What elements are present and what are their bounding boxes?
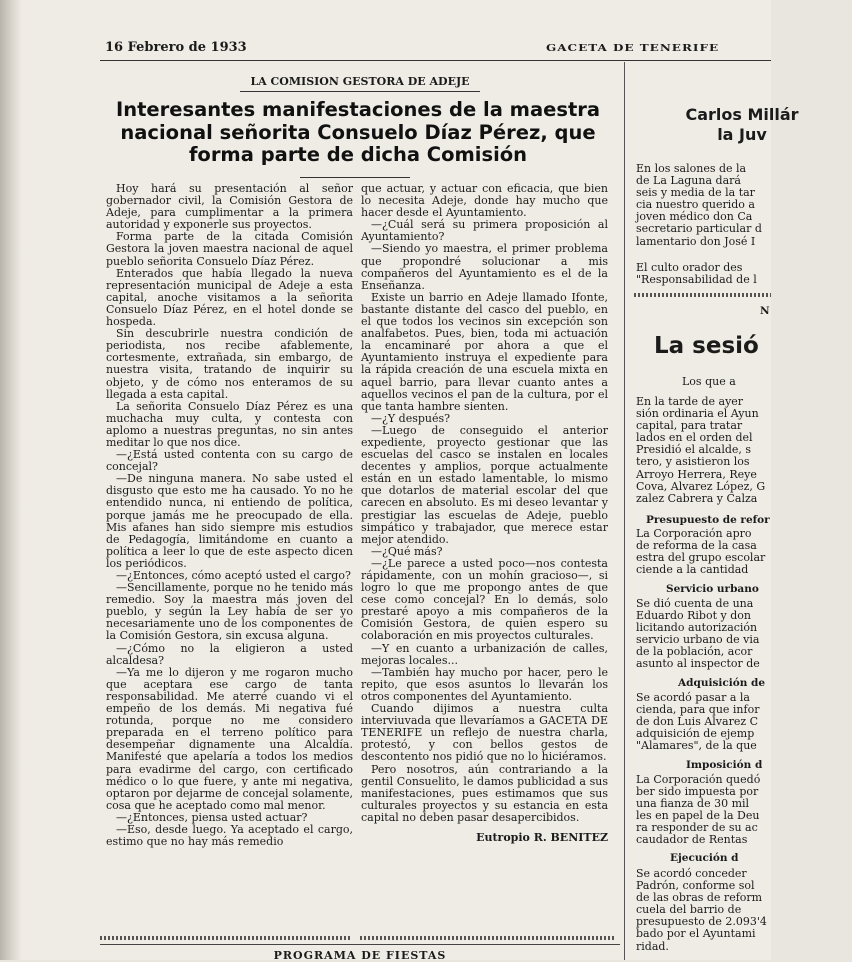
text-line: asunto al inspector de <box>636 657 760 671</box>
right-text-block <box>636 528 786 576</box>
right-text-block <box>636 774 786 847</box>
article-kicker: LA COMISION GESTORA DE ADEJE <box>250 75 470 88</box>
text-line: de La Laguna dará <box>636 174 741 188</box>
right-big-headline: La sesió <box>654 333 759 359</box>
text-line: caudador de Rentas <box>636 833 748 847</box>
text-line: sión ordinaria el Ayun <box>636 407 759 421</box>
right-subhead: Adquisición de <box>678 677 766 689</box>
article-column-1 <box>106 183 353 848</box>
text-line: joven médico don Ca <box>636 210 753 224</box>
paragraph: —Luego de conseguido el anterior expediente, proyecto gestionar que las escuelas del casco se instalen en locales decentes y amplios, porque actualmente están en un estado lamentable, lo mismo que dotarlos de material escolar del que carecen en absoluto. Es mi deseo levantar y prestigiar las escuelas de Adeje, pueblo simpático y trabajador, que merece estar mejor atendido. <box>361 423 608 546</box>
header-paper-name: GACETA DE TENERIFE <box>546 42 720 54</box>
text-line: adquisición de ejemp <box>636 727 755 741</box>
text-line: capital, para tratar <box>636 419 743 433</box>
right-wavy-rule <box>634 293 771 297</box>
wavy-rule-left <box>100 936 350 940</box>
text-line: ciende a la cantidad <box>636 563 749 577</box>
text-line: Eduardo Ribot y don <box>636 609 751 623</box>
text-line: de la población, acor <box>636 645 753 659</box>
text-line: Se acordó conceder <box>636 867 747 880</box>
paragraph: —También hay mucho por hacer, pero le repito, que esos asuntos lo llevarán los otros componentes del Ayuntamiento. <box>361 665 608 703</box>
paragraph: —Ya me lo dijeron y me rogaron mucho que aceptara ese cargo de tanta responsabilidad. Me aterré cuando vi el empeño de los demás. Mi negativa fué rotunda, porque no me considero preparada en el terreno político para desempeñar dignamente una Alcaldía. Manifesté que apelaría a todos los medios para evadirme del cargo, con certificado médico o lo que fuere, y ante mi negativa, optaron por dejarme de concejal solamente, cosa que he aceptado como mal menor. <box>106 665 353 812</box>
paragraph: —¿Entonces, cómo aceptó usted el cargo? <box>116 569 351 582</box>
text-line: Arroyo Herrera, Reye <box>636 467 757 481</box>
text-line: secretario particular d <box>636 222 762 236</box>
paragraph: —¿Cuál será su primera proposición al Ayuntamiento? <box>361 218 608 244</box>
column-divider <box>624 62 625 960</box>
text-line: bado por el Ayuntami <box>636 927 756 941</box>
paragraph: Sin descubrirle nuestra condición de periodista, nos recibe afablemente, cortesmente, extrañada, sin embargo, de nuestra visita, tratando de inquirir su objeto, y de cómo nos enteramos de su llegada a esta capital. <box>106 327 353 401</box>
right-text-block <box>636 868 786 953</box>
text-line: licitando autorización <box>636 621 758 635</box>
paragraph: que actuar, y actuar con eficacia, que bien lo necesita Adeje, donde hay mucho que hacer desde el Ayuntamiento. <box>361 182 608 220</box>
text-line: "Responsabilidad de l <box>636 273 757 287</box>
text-line: Se acordó pasar a la <box>636 691 750 704</box>
right-column-clipped <box>632 0 799 960</box>
text-line: cia nuestro querido a <box>636 198 755 212</box>
text-line: una fianza de 30 mil <box>636 797 750 811</box>
bottom-rule <box>100 944 620 945</box>
paragraph: Forma parte de la citada Comisión Gestora la joven maestra nacional de aquel pueblo señorita Consuelo Díaz Pérez. <box>106 230 353 268</box>
text-line: estra del grupo escolar <box>636 551 766 565</box>
text-line: ridad. <box>636 939 669 953</box>
right-subhead: Los que a <box>682 375 736 388</box>
text-line: En los salones de la <box>636 162 747 175</box>
text-line: En la tarde de ayer <box>636 395 744 408</box>
paragraph: —Sencillamente, porque no he tenido más remedio. Soy la maestra más joven del pueblo, y según la Ley había de ser yo necesariamente uno de los componentes de la Comisión Gestora, sin excusa alguna. <box>106 581 353 643</box>
paragraph: —¿Cómo no la eligieron a usted alcaldesa? <box>106 641 353 667</box>
right-subhead: Imposición d <box>686 759 763 771</box>
text-line: servicio urbano de via <box>636 633 760 647</box>
text-line: seis y media de la tar <box>636 186 755 200</box>
right-text-block <box>636 262 786 286</box>
text-line: Padrón, conforme sol <box>636 879 755 893</box>
article-column-2 <box>361 183 608 844</box>
text-line: ber sido impuesta por <box>636 785 759 799</box>
text-line: Se dió cuenta de una <box>636 597 754 610</box>
text-line: de las obras de reform <box>636 891 763 905</box>
text-line: la Juv <box>717 125 767 144</box>
text-line: ra responder de su ac <box>636 821 758 835</box>
paragraph: Pero nosotros, aún contrariando a la gentil Consuelito, le damos publicidad a sus manifestaciones, pues estimamos que sus culturales proyectos y su estancia en esta capital no deben pasar desapercibidos. <box>361 762 608 824</box>
paragraph: —Eso, desde luego. Ya aceptado el cargo, estimo que no hay más remedio <box>106 822 353 849</box>
paragraph: —¿Le parece a usted poco—nos contesta rápidamente, con un mohín gracioso—, si logro lo que me propongo antes de que cese como concejal? En lo demás, solo prestaré apoyo a mis compañeros de la Comisión Gestora, de quien espero su colaboración en mis proyectos culturales. <box>361 556 608 643</box>
text-line: Presidió el alcalde, s <box>636 443 752 457</box>
paragraph: Cuando dijimos a nuestra culta interviuvada que llevaríamos a GACETA DE TENERIFE un reflejo de nuestra charla, protestó, y con bellos gestos de descontento nos pidió que no lo hiciéramos. <box>361 702 608 764</box>
text-line: tero, y asistieron los <box>636 455 750 469</box>
paragraph: Hoy hará su presentación al señor gobernador civil, la Comisión Gestora de Adeje, para cumplimentar a la primera autoridad y exponerle sus proyectos. <box>106 182 353 232</box>
text-line: cienda, para que infor <box>636 703 760 717</box>
wavy-rule-right <box>360 936 615 940</box>
right-letter: N <box>760 305 770 317</box>
paragraph: Existe un barrio en Adeje llamado Ifonte, bastante distante del casco del pueblo, en el que todos los vecinos sin excepción son analfabetos. Pues, bien, toda mi actuación la encaminaré por ahora a que el Ayuntamiento instruya el expediente para la rápida creación de una escuela mixta en aquel barrio, para llevar cuanto antes a aquellos vecinos el pan de la cultura, por el que tanta hambre sienten. <box>361 290 608 413</box>
text-line: La Corporación apro <box>636 527 752 540</box>
text-line: El culto orador des <box>636 261 743 274</box>
paragraph: La señorita Consuelo Díaz Pérez es una muchacha muy culta, y contesta con aplomo a nuestras preguntas, no sin antes meditar lo que nos dice. <box>106 399 353 449</box>
paragraph: —¿Está usted contenta con su cargo de concejal? <box>106 448 353 474</box>
paragraph: —De ninguna manera. No sabe usted el disgusto que esto me ha causado. Yo no he entendido nunca, ni entiendo de política, porque jamás me he preocupado de ella. Mis afanes han sido siempre mis estudios de Pedagogía, limitándome en cuanto a política a leer lo que de este aspecto dicen los periódicos. <box>106 472 353 570</box>
article-headline: Interesantes manifestaciones de la maestra nacional señorita Consuelo Díaz Pérez, que forma parte de dicha Comisión <box>115 98 601 166</box>
header-date: 16 Febrero de 1933 <box>105 40 247 55</box>
text-line: de don Luis Alvarez C <box>636 715 759 729</box>
page-spine-shadow <box>0 0 22 960</box>
text-line: de reforma de la casa <box>636 539 757 553</box>
kicker-rule <box>240 91 480 92</box>
right-subhead: Servicio urbano <box>666 583 759 595</box>
paragraph: Enterados que había llegado la nueva representación municipal de Adeje a esta capital, anoche visitamos a la señorita Consuelo Díaz Pérez, en el hotel donde se hospeda. <box>106 266 353 329</box>
right-text-block <box>636 163 786 248</box>
text-line: La Corporación quedó <box>636 773 761 786</box>
paragraph: —Siendo yo maestra, el primer problema que propondré solucionar a mis compañeros del Ayuntamiento es el de la Enseñanza. <box>361 242 608 292</box>
text-line: Cova, Alvarez López, G <box>636 479 766 493</box>
footer-section-title: PROGRAMA DE FIESTAS <box>273 949 447 962</box>
headline-rule <box>300 177 410 178</box>
right-text-block <box>636 692 786 752</box>
paragraph: —¿Y después? <box>371 411 451 425</box>
paragraph: —¿Entonces, piensa usted actuar? <box>116 810 308 824</box>
text-line: lados en el orden del <box>636 431 753 445</box>
article-signature: Eutropio R. BENITEZ <box>476 830 608 844</box>
right-text-block <box>636 396 786 505</box>
text-line: presupuesto de 2.093'4 <box>636 915 767 929</box>
text-line: Carlos Millár <box>685 105 799 124</box>
text-line: les en papel de la Deu <box>636 809 760 823</box>
right-headline <box>632 105 852 145</box>
text-line: cuela del barrio de <box>636 903 742 917</box>
text-line: "Alamares", de la que <box>636 739 757 753</box>
right-text-block <box>636 598 786 671</box>
text-line: lamentario don José I <box>636 234 756 248</box>
right-subhead: Ejecución d <box>670 852 739 864</box>
paragraph: —¿Qué más? <box>371 544 443 558</box>
text-line: zalez Cabrera y Calza <box>636 491 758 505</box>
paragraph: —Y en cuanto a urbanización de calles, mejoras locales... <box>361 641 608 667</box>
right-subhead: Presupuesto de refor <box>646 514 770 526</box>
